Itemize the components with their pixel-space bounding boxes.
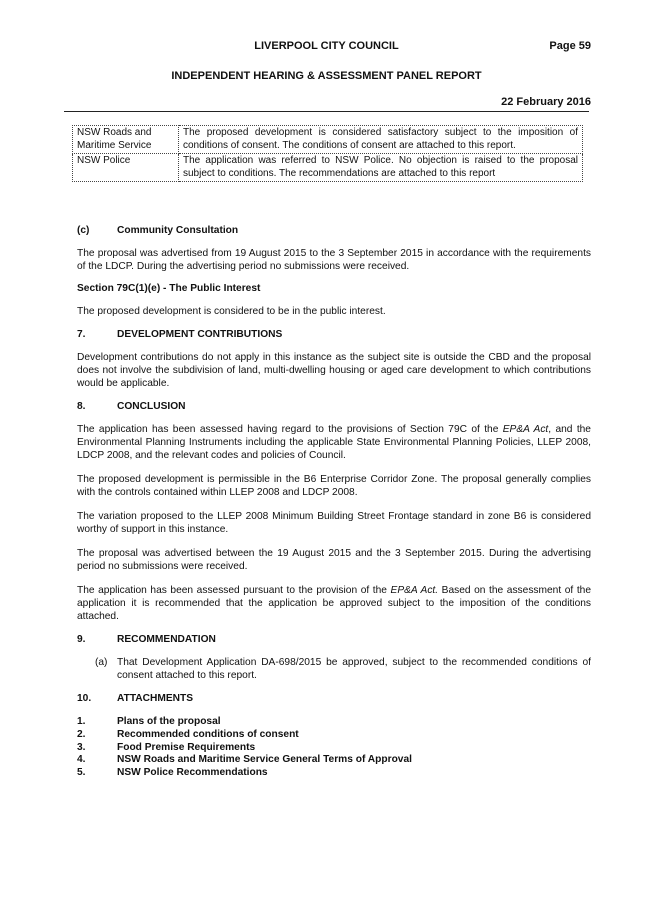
section-heading-attachments (77, 692, 591, 705)
conclusion-para-1 (77, 423, 591, 462)
item-text: Recommended conditions of consent (117, 728, 299, 740)
public-interest-text: The proposed development is considered to be in the public interest. (77, 306, 386, 317)
section-heading-community (77, 224, 591, 237)
act-name: EP&A Act (502, 424, 549, 435)
header-rule (64, 111, 589, 112)
table-row (73, 154, 583, 182)
item-number: 3. (77, 741, 86, 753)
comment-cell: The application was referred to NSW Police. No objection is raised to the proposal subject to conditions. The recommendations are attached to this report (179, 154, 583, 182)
section-heading-contributions (77, 328, 591, 341)
page-number: Page 59 (549, 40, 591, 52)
comment-cell: The proposed development is considered satisfactory subject to the imposition of conditions of consent. The conditions of consent are attached to this report. (179, 126, 583, 154)
section-number: 7. (77, 329, 86, 340)
community-text: The proposal was advertised from 19 August 2015 to the 3 September 2015 in accordance with the requirements of the LDCP. During the advertising period no submissions were received. (77, 248, 591, 272)
item-number: 2. (77, 728, 86, 740)
item-text: Food Premise Requirements (117, 741, 256, 753)
act-name: EP&A Act. (390, 585, 439, 596)
section-number: 9. (77, 634, 86, 645)
conclusion-para-5 (77, 584, 591, 623)
referrals-table (72, 125, 583, 182)
item-number: 1. (77, 716, 86, 727)
section-title: ATTACHMENTS (117, 693, 194, 704)
conclusion-para-2: The proposed development is permissible in the B6 Enterprise Corridor Zone. The proposal generally complies with the controls contained within LLEP 2008 and LDCP 2008. (77, 474, 591, 498)
contributions-text: Development contributions do not apply in this instance as the subject site is outside the CBD and the proposal does not involve the subdivision of land, multi-dwelling housing or aged care development to which contributions would be applicable. (77, 352, 591, 389)
section-title: CONCLUSION (117, 401, 186, 412)
report-body (77, 224, 591, 780)
list-item (77, 767, 591, 780)
item-number: 4. (77, 754, 86, 766)
section-title: RECOMMENDATION (117, 634, 216, 645)
list-item (77, 729, 591, 742)
conclusion-para-4: The proposal was advertised between the 19 August 2015 and the 3 September 2015. During the advertising period no submissions were received. (77, 548, 591, 572)
section-title: Community Consultation (117, 225, 239, 236)
list-item (77, 742, 591, 755)
section-number: 10. (77, 693, 92, 704)
text-run: , and the Environmental Planning Instruments including the applicable State Environmental Planning Policies, LLEP 2008, LDCP 2008, and the relevant codes and policies of Council. (77, 424, 591, 461)
conclusion-para-3: The variation proposed to the LLEP 2008 Minimum Building Street Frontage standard in zone B6 is considered worthy of support in this instance. (77, 511, 591, 535)
section-number: 8. (77, 401, 86, 412)
section-heading-conclusion (77, 400, 591, 413)
item-text: Plans of the proposal (117, 716, 221, 727)
list-item (77, 754, 591, 767)
item-text: NSW Police Recommendations (117, 767, 268, 779)
item-text: NSW Roads and Maritime Service General Terms of Approval (117, 754, 412, 766)
public-interest-heading: Section 79C(1)(e) - The Public Interest (77, 283, 261, 294)
agency-cell: NSW Police (73, 154, 179, 182)
text-run: The application has been assessed pursuant to the provision of the (77, 585, 391, 596)
attachments-list (77, 716, 591, 780)
agency-cell: NSW Roads and Maritime Service (73, 126, 179, 154)
text-run: Based on the assessment of the application it is recommended that the application be approved subject to the imposition of the conditions attached. (77, 585, 591, 622)
item-number: 5. (77, 767, 86, 779)
report-date: 22 February 2016 (501, 96, 591, 108)
section-title: DEVELOPMENT CONTRIBUTIONS (117, 329, 283, 340)
text-run: The application has been assessed having regard to the provisions of Section 79C of the (77, 424, 503, 435)
table-row (73, 126, 583, 154)
item-marker: (a) (95, 657, 108, 668)
section-number: (c) (77, 225, 90, 236)
council-name: LIVERPOOL CITY COUNCIL (254, 40, 399, 52)
recommendation-item (95, 656, 591, 682)
list-item (77, 716, 591, 729)
recommendation-text: That Development Application DA-698/2015 be approved, subject to the recommended conditions of consent attached to this report. (117, 657, 591, 681)
section-heading-recommendation (77, 633, 591, 646)
report-title: INDEPENDENT HEARING & ASSESSMENT PANEL REPORT (171, 70, 482, 82)
